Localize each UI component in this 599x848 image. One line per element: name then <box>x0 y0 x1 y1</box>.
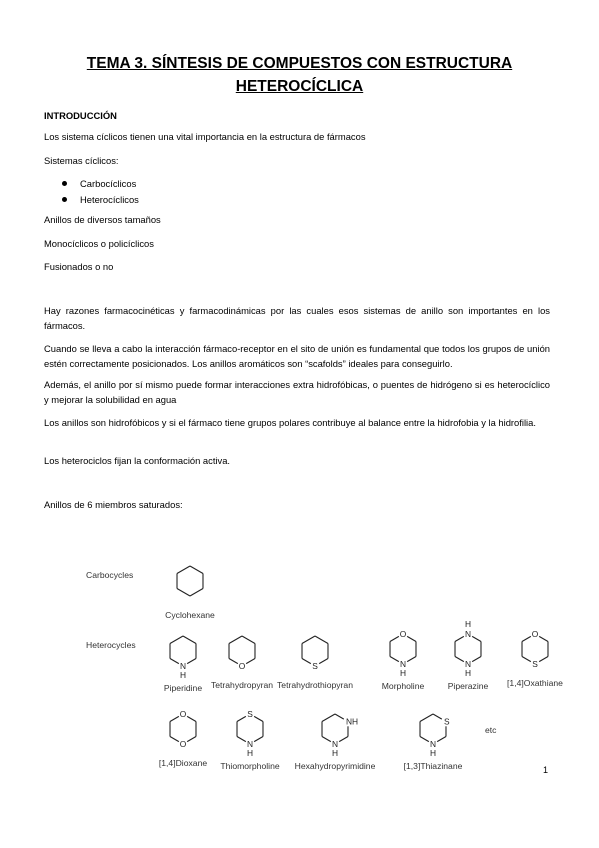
atom-label: O <box>179 739 187 749</box>
ring-bond <box>455 636 464 641</box>
ring-structures-figure <box>70 545 563 785</box>
atom-label: N <box>429 739 437 749</box>
ring-drawing <box>294 705 395 771</box>
ring-bond <box>187 737 196 742</box>
ring-bond <box>170 737 179 742</box>
ring-bond <box>242 636 255 644</box>
ring-bond <box>237 737 246 742</box>
ring-bond <box>315 636 328 644</box>
atom-label: S <box>532 659 538 669</box>
molecule-name-label: [1,4]Dioxane <box>158 758 208 768</box>
atom-label: S <box>312 661 318 671</box>
ring-bond <box>335 714 344 719</box>
molecule-name-label: Tetrahydropyran <box>210 680 274 690</box>
atom-label: N <box>179 661 187 671</box>
paragraph-ademas: Además, el anillo por sí mismo puede formar interacciones extra hidrofóbicas, o puentes de hidrógeno si es heterocíclico y mejorar la solubilidad en agua <box>44 379 550 406</box>
paragraph-anillos: Anillos de diversos tamaños <box>44 214 161 225</box>
paragraph-monociclicos: Monocíclicos o policíclicos <box>44 238 154 249</box>
ring-bond <box>229 636 242 644</box>
paragraph-hidrofobicos: Los anillos son hidrofóbicos y si el fármaco tiene grupos polares contribuye al balance entre la hidrofobia y la hidrofilia. <box>44 417 536 428</box>
paragraph-intro: Los sistema cíclicos tienen una vital importancia en la estructura de fármacos <box>44 131 366 142</box>
ring-drawing <box>507 625 595 688</box>
atom-label-h: H <box>464 619 472 629</box>
ring-bond <box>170 659 179 664</box>
atom-label-h: H <box>246 748 254 758</box>
paragraph-conformacion: Los heterociclos fijan la conformación activa. <box>44 455 231 466</box>
ring-bond <box>539 657 548 662</box>
molecule-name-label: [1,3]Thiazinane <box>403 761 463 771</box>
ring-bond <box>339 737 348 742</box>
ring-bond <box>522 657 531 662</box>
ring-bond <box>183 636 196 644</box>
ring-bond <box>407 657 416 662</box>
ring-bond <box>522 636 531 641</box>
ring-bond <box>177 566 190 574</box>
ring-bond <box>322 737 331 742</box>
ring-bond <box>190 589 203 597</box>
atom-label: O <box>531 629 539 639</box>
ring-bond <box>187 716 196 721</box>
molecule-name-label: [1,4]Oxathiane <box>507 678 563 688</box>
ring-bond <box>237 716 246 721</box>
bullet-list <box>62 176 139 207</box>
ring-bond <box>407 636 416 641</box>
ring-bond <box>302 659 311 664</box>
ring-bond <box>420 714 433 722</box>
paragraph-anillos-6: Anillos de 6 miembros saturados: <box>44 499 183 510</box>
ring-drawing <box>403 705 493 771</box>
title-line-1: TEMA 3. SÍNTESIS DE COMPUESTOS CON ESTRUCTURA <box>86 55 513 72</box>
atom-label: N <box>464 629 472 639</box>
atom-label: N <box>464 659 472 669</box>
atom-label: O <box>399 629 407 639</box>
ring-bond <box>190 566 203 574</box>
molecule-name-label: Morpholine <box>381 681 425 691</box>
ring-bond <box>170 716 179 721</box>
atom-label: N <box>399 659 407 669</box>
ring-bond <box>472 636 481 641</box>
atom-label: O <box>238 661 246 671</box>
atom-label-h: H <box>331 748 339 758</box>
list-item <box>62 176 139 192</box>
carbocycles-label: Carbocycles <box>86 570 134 580</box>
molecule-name-label: Piperidine <box>163 683 203 693</box>
ring-drawing <box>165 557 250 620</box>
molecule-name-label: Piperazine <box>447 681 489 691</box>
ring-bond <box>229 659 238 664</box>
ring-bond <box>319 659 328 664</box>
atom-label-h: H <box>464 668 472 678</box>
paragraph-fusionados: Fusionados o no <box>44 261 114 272</box>
ring-bond <box>420 737 429 742</box>
molecule-thiazinane <box>403 705 493 771</box>
atom-label-h: H <box>179 670 187 680</box>
list-item-label: Heterocíclicos <box>80 193 139 205</box>
etc-label: etc <box>485 725 497 735</box>
atom-label: N <box>331 739 339 749</box>
ring-bond <box>437 737 446 742</box>
molecule-hexahydropyrimidine <box>294 705 395 771</box>
ring-bond <box>302 636 315 644</box>
molecule-name-label: Tetrahydrothiopyran <box>277 680 353 690</box>
ring-bond <box>433 714 442 719</box>
paragraph-interaccion: Cuando se lleva a cabo la interacción fármaco-receptor en el sito de unión es fundamental que todos los grupos de unión estén correctamente posicionados. Los anillos aromáticos son “scafolds” ideales para conseguirlo. <box>44 343 550 370</box>
page-number: 1 <box>543 765 549 775</box>
ring-drawing <box>220 705 310 771</box>
bullet-icon <box>62 181 67 186</box>
ring-bond <box>455 657 464 662</box>
ring-bond <box>322 714 335 722</box>
molecule-name-label: Thiomorpholine <box>220 761 280 771</box>
molecule-thiomorpholine <box>220 705 310 771</box>
atom-label-h: H <box>399 668 407 678</box>
title-line-2: HETEROCÍCLICA <box>235 78 364 95</box>
molecule-name-label: Hexahydropyrimidine <box>294 761 376 771</box>
ring-bond <box>539 636 548 641</box>
atom-label: N <box>246 739 254 749</box>
atom-label: O <box>179 709 187 719</box>
atom-label: NH <box>345 716 359 727</box>
ring-bond <box>187 659 196 664</box>
atom-label: S <box>443 716 450 727</box>
ring-bond <box>254 737 263 742</box>
ring-bond <box>177 589 190 597</box>
paragraph-sistemas: Sistemas cíclicos: <box>44 155 119 166</box>
ring-bond <box>254 716 263 721</box>
ring-bond <box>472 657 481 662</box>
ring-bond <box>390 657 399 662</box>
ring-bond <box>246 659 255 664</box>
list-item-label: Carbocíclicos <box>80 178 137 189</box>
bullet-icon <box>62 197 67 202</box>
molecule-oxathiane <box>507 625 595 688</box>
atom-label-h: H <box>429 748 437 758</box>
molecule-cyclohexane <box>165 557 250 620</box>
list-item <box>62 192 139 208</box>
atom-label: S <box>247 709 253 719</box>
heterocycles-label: Heterocycles <box>86 640 136 650</box>
molecule-tetrahydrothiopyran <box>277 627 375 690</box>
ring-drawing <box>277 627 375 690</box>
ring-bond <box>390 636 399 641</box>
ring-bond <box>170 636 183 644</box>
molecule-name-label: Cyclohexane <box>165 610 215 620</box>
section-heading: INTRODUCCIÓN <box>44 110 117 121</box>
paragraph-razones: Hay razones farmacocinéticas y farmacodinámicas por las cuales esos sistemas de anillo son importantes en los fármacos. <box>44 305 550 332</box>
